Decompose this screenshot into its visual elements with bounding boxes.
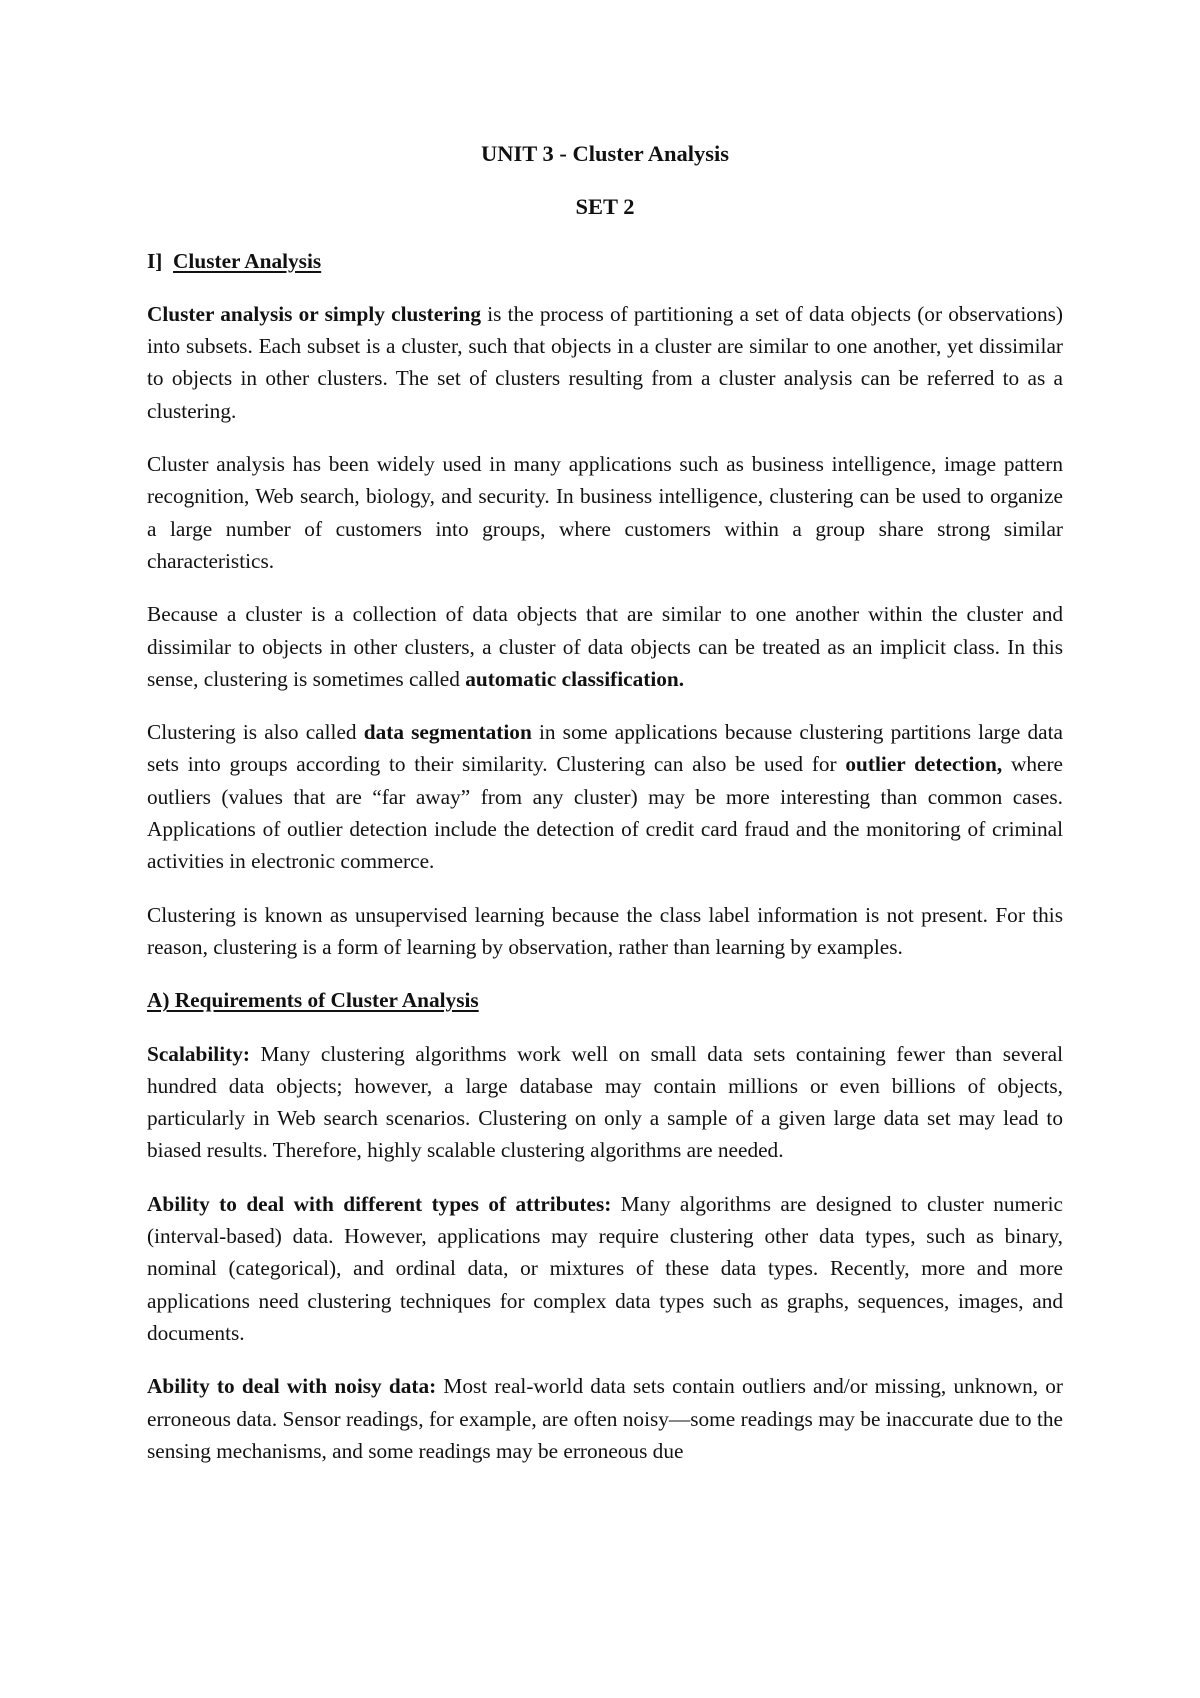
section-title: Cluster Analysis (173, 248, 322, 273)
paragraph-text: Most real-world data sets contain outliers and/or missing, unknown, or erroneous data. Sensor readings, for example, are often noisy—some readings may be inaccurate due to the sensing mechanisms, and some readings may be erroneous due (147, 1374, 1063, 1463)
paragraph-attribute-types (147, 1188, 1063, 1349)
paragraph-text: in some applications because clustering partitions large data sets into groups according to their similarity. Clustering can also be used for (147, 720, 1063, 777)
bold-term: data segmentation (363, 720, 532, 745)
bold-term: Ability to deal with different types of attributes: (147, 1191, 612, 1216)
paragraph-applications (147, 448, 1063, 577)
paragraph-segmentation (147, 716, 1063, 877)
document-page (147, 138, 1063, 1488)
paragraph-text: where outliers (values that are “far away” from any cluster) may be more interesting than common cases. Applications of outlier detection include the detection of credit card fraud and the monitoring of criminal activities in electronic commerce. (147, 752, 1063, 874)
section-title: A) Requirements of Cluster Analysis (147, 988, 479, 1013)
paragraph-text: Clustering is known as unsupervised learning because the class label information is not present. For this reason, clustering is a form of learning by observation, rather than learning by examples. (147, 902, 1063, 959)
paragraph-noisy-data (147, 1370, 1063, 1467)
page-subtitle: SET 2 (575, 194, 635, 220)
bold-term: Ability to deal with noisy data: (147, 1374, 437, 1399)
paragraph-text: Cluster analysis has been widely used in many applications such as business intelligence, image pattern recognition, Web search, biology, and security. In business intelligence, clustering can be used to organize a large number of customers into groups, where customers within a group share strong similar characteristics. (147, 452, 1063, 573)
page-title: UNIT 3 - Cluster Analysis (481, 141, 729, 166)
bold-term: automatic classification. (465, 666, 685, 691)
section-heading-requirements (147, 984, 1063, 1016)
paragraph-automatic-classification (147, 598, 1063, 695)
paragraph-text: Many clustering algorithms work well on small data sets containing fewer than several hundred data objects; however, a large database may contain millions or even billions of objects, particularly in Web search scenarios. Clustering on only a sample of a given large data set may lead to biased results. Therefore, highly scalable clustering algorithms are needed. (147, 1041, 1063, 1163)
paragraph-text: Clustering is also called (147, 720, 364, 745)
bold-term: Cluster analysis or simply clustering (147, 301, 482, 326)
paragraph-text: is the process of partitioning a set of data objects (or observations) into subsets. Each subset is a cluster, such that objects in a cluster are similar to one another, yet dissimilar to objects in other clusters. The set of clusters resulting from a cluster analysis can be referred to as a clustering. (147, 301, 1063, 423)
bold-term: Scalability: (147, 1041, 250, 1066)
section-number: I] (147, 248, 163, 273)
section-heading-cluster-analysis (147, 245, 1063, 277)
paragraph-definition (147, 298, 1063, 427)
paragraph-scalability (147, 1038, 1063, 1167)
bold-term: outlier detection, (845, 752, 1003, 777)
paragraph-text: Many algorithms are designed to cluster numeric (interval-based) data. However, applications may require clustering other data types, such as binary, nominal (categorical), and ordinal data, or mixtures of these data types. Recently, more and more applications need clustering techniques for complex data types such as graphs, sequences, images, and documents. (147, 1191, 1063, 1345)
paragraph-unsupervised (147, 899, 1063, 964)
paragraph-text: Because a cluster is a collection of data objects that are similar to one another within the cluster and dissimilar to objects in other clusters, a cluster of data objects can be treated as an implicit class. In this sense, clustering is sometimes called (147, 602, 1063, 691)
